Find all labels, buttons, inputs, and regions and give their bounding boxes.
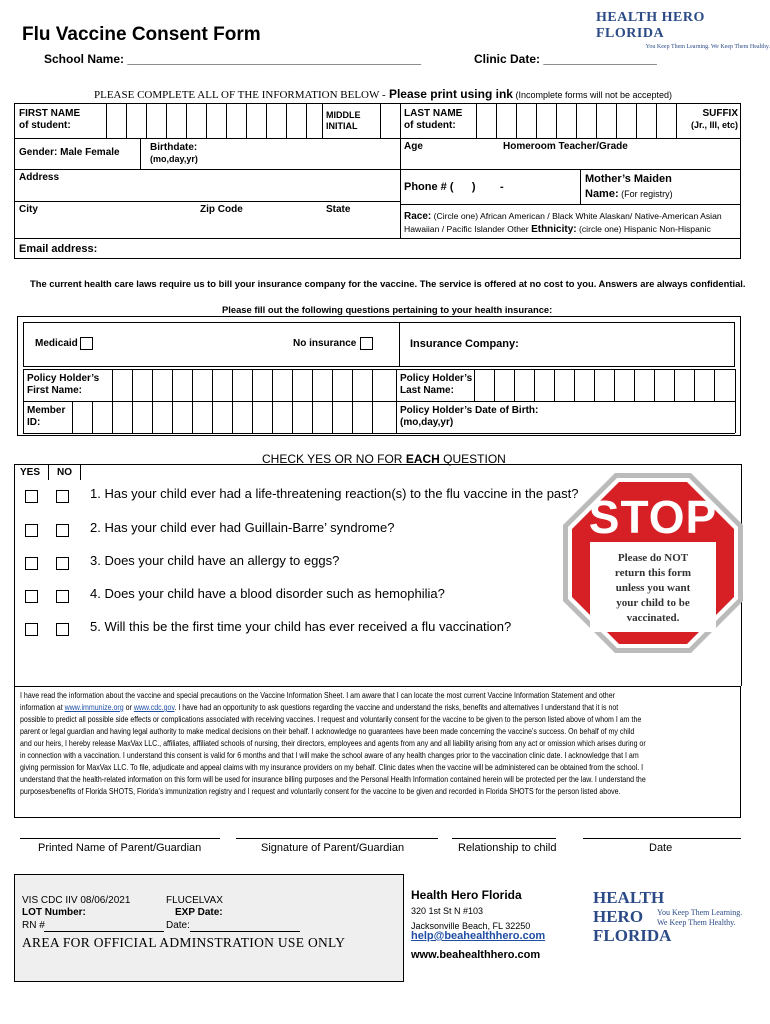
- question-5: 5. Will this be the first time your child has ever received a flu vaccination?: [90, 619, 512, 634]
- page-title: Flu Vaccine Consent Form: [22, 24, 261, 45]
- contact-address: 320 1st St N #103 Jacksonville Beach, FL 32250: [411, 906, 531, 931]
- age-label: Age: [404, 141, 423, 152]
- q1-no-checkbox[interactable]: [56, 490, 69, 503]
- sig-relationship: Relationship to child: [458, 842, 557, 854]
- insurance-type-row: [23, 322, 735, 367]
- no-insurance-option[interactable]: No insurance: [293, 337, 373, 350]
- admin-date-label: Date:: [166, 920, 190, 931]
- q5-yes-checkbox[interactable]: [25, 623, 38, 636]
- homeroom-label: Homeroom Teacher/Grade: [503, 141, 628, 152]
- city-label: City: [19, 204, 38, 215]
- q5-row: [25, 621, 69, 639]
- sig-printed-name: Printed Name of Parent/Guardian: [38, 842, 202, 854]
- vis-label: VIS CDC IIV 08/06/2021: [22, 895, 131, 906]
- sig-signature: Signature of Parent/Guardian: [261, 842, 405, 854]
- questions-heading: CHECK YES OR NO FOR EACH QUESTION: [262, 452, 506, 466]
- race-ethnicity: Race: (Circle one) African American / Black White Alaskan/ Native-American Asian Hawaiian / Pacific Islander Other Ethnicity: (circle one) Hispanic Non-Hispanic: [404, 211, 722, 235]
- gender-label: Gender: Male Female: [19, 147, 120, 158]
- question-4: 4. Does your child have a blood disorder such as hemophilia?: [90, 586, 445, 601]
- q1-yes-checkbox[interactable]: [25, 490, 38, 503]
- q2-no-checkbox[interactable]: [56, 524, 69, 537]
- logo-tagline: You Keep Them Learning. We Keep Them Healthy.: [657, 908, 743, 927]
- q3-yes-checkbox[interactable]: [25, 557, 38, 570]
- last-name-label: LAST NAME of student:: [404, 108, 463, 131]
- phone-label: Phone # ( ) -: [404, 181, 504, 193]
- stop-word: STOP: [588, 491, 718, 543]
- q2-row: [25, 522, 69, 540]
- address-label: Address: [19, 172, 60, 183]
- q4-yes-checkbox[interactable]: [25, 590, 38, 603]
- zip-label: Zip Code: [200, 204, 243, 215]
- consent-text: I have read the information about the vaccine and special precautions on the Vaccine Information Sheet. I am aware that I can locate the most current Vaccine Information Statement and other information at www.immunize.org or www.cdc.gov. I have had an opportunity to ask questions regarding the vaccine and understand the risks, benefits and alternatives I understand that it is not possible to predict all possible side effects or complications associated with receiving vaccines. I request and voluntarily consent for the vaccine to be given to the person listed above of whom I am the parent or legal guardian and having legal authority to make medical decisions on their behalf. I acknowledge no guarantees have been made concerning the vaccine’s success. On behalf of my child and our heirs, I hereby release MaxVax LLC., affiliates, affiliated schools of nursing, their directors, employees and agents from any and all liability arising from any act or omission which arises during or in connection with a vaccination. I understand this consent is valid for 6 months and that I will make the school aware of any health changes prior to the vaccination clinic date. I acknowledge that I am giving permission for MaxVax LLC. To file, adjudicate and appeal claims with my insurance providers on my behalf. Clinic dates when the vaccine will be administered can be obtained from the school. I understand that the health-related information on this form will be used for insurance billing purposes and the Personal Health Information contained herein will be protected per the law. I understand the purposes/benefits of Florida SHOTS, Florida’s immunization registry and I request and voluntarily consent for the vaccine to be given and recorded in Florida SHOTS for the person listed above.: [20, 691, 646, 796]
- insurance-note: The current health care laws require us to bill your insurance company for the vaccine. The service is offered at no cost to you. Answers are always confidential.: [30, 278, 746, 289]
- lot-label: LOT Number:: [22, 907, 86, 918]
- contact-email-link[interactable]: help@beahealthhero.com: [411, 930, 546, 942]
- suffix-label: SUFFIX (Jr., III, etc): [690, 108, 738, 130]
- no-header: NO: [57, 467, 72, 478]
- holder-dob-label: Policy Holder’s Date of Birth: (mo,day,yr): [400, 405, 539, 428]
- official-use-label: AREA FOR OFFICIAL ADMINSTRATION USE ONLY: [22, 935, 346, 950]
- exp-label: EXP Date:: [175, 907, 223, 918]
- yes-header: YES: [20, 467, 41, 478]
- maiden-name-label: Mother’s Maiden Name: (For registry): [585, 173, 673, 200]
- medicaid-option[interactable]: Medicaid: [35, 337, 93, 350]
- member-id-label: Member ID:: [27, 405, 66, 428]
- q2-yes-checkbox[interactable]: [25, 524, 38, 537]
- question-2: 2. Has your child ever had Guillain-Barre’ syndrome?: [90, 520, 395, 535]
- school-name-field[interactable]: School Name: ____________________________________________: [44, 52, 421, 66]
- question-1: 1. Has your child ever had a life-threatening reaction(s) to the flu vaccine in the past?: [90, 486, 579, 501]
- q1-row: [25, 488, 69, 506]
- admin-box: [14, 874, 404, 982]
- q4-row: [25, 588, 69, 606]
- instruction-line: PLEASE COMPLETE ALL OF THE INFORMATION BELOW - Please print using ink (Incomplete forms will not be accepted): [94, 87, 673, 101]
- sig-date: Date: [649, 842, 673, 854]
- question-3: 3. Does your child have an allergy to eggs?: [90, 553, 340, 568]
- state-label: State: [326, 204, 351, 215]
- insurance-prompt: Please fill out the following questions pertaining to your health insurance:: [222, 304, 553, 315]
- contact-website: www.beahealthhero.com: [411, 949, 541, 961]
- rn-label: RN #: [22, 920, 45, 931]
- cdc-link[interactable]: www.cdc.gov: [133, 703, 175, 712]
- health-hero-logo: HEALTH HERO FLORIDA: [593, 888, 672, 945]
- q5-no-checkbox[interactable]: [56, 623, 69, 636]
- immunize-link[interactable]: www.immunize.org: [64, 703, 124, 712]
- header-logo: HEALTH HERO FLORIDA You Keep Them Learning. We Keep Them Healthy.: [596, 10, 770, 50]
- birthdate-label: Birthdate: (mo,day,yr): [150, 142, 198, 164]
- q3-no-checkbox[interactable]: [56, 557, 69, 570]
- q3-row: [25, 555, 69, 573]
- holder-last-label: Policy Holder’s Last Name:: [400, 373, 473, 396]
- contact-name: Health Hero Florida: [411, 888, 522, 902]
- first-name-label: FIRST NAME of student:: [19, 108, 81, 131]
- holder-first-label: Policy Holder’s First Name:: [27, 373, 100, 396]
- insurance-company-label: Insurance Company:: [410, 338, 519, 350]
- clinic-date-field[interactable]: Clinic Date: _________________: [474, 52, 657, 66]
- stop-message: Please do NOT return this form unless you want your child to be vaccinated.: [614, 552, 692, 624]
- middle-initial-label: MIDDLE INITIAL: [326, 110, 361, 131]
- email-label: Email address:: [19, 243, 98, 255]
- q4-no-checkbox[interactable]: [56, 590, 69, 603]
- flucelvax-label: FLUCELVAX: [166, 895, 223, 906]
